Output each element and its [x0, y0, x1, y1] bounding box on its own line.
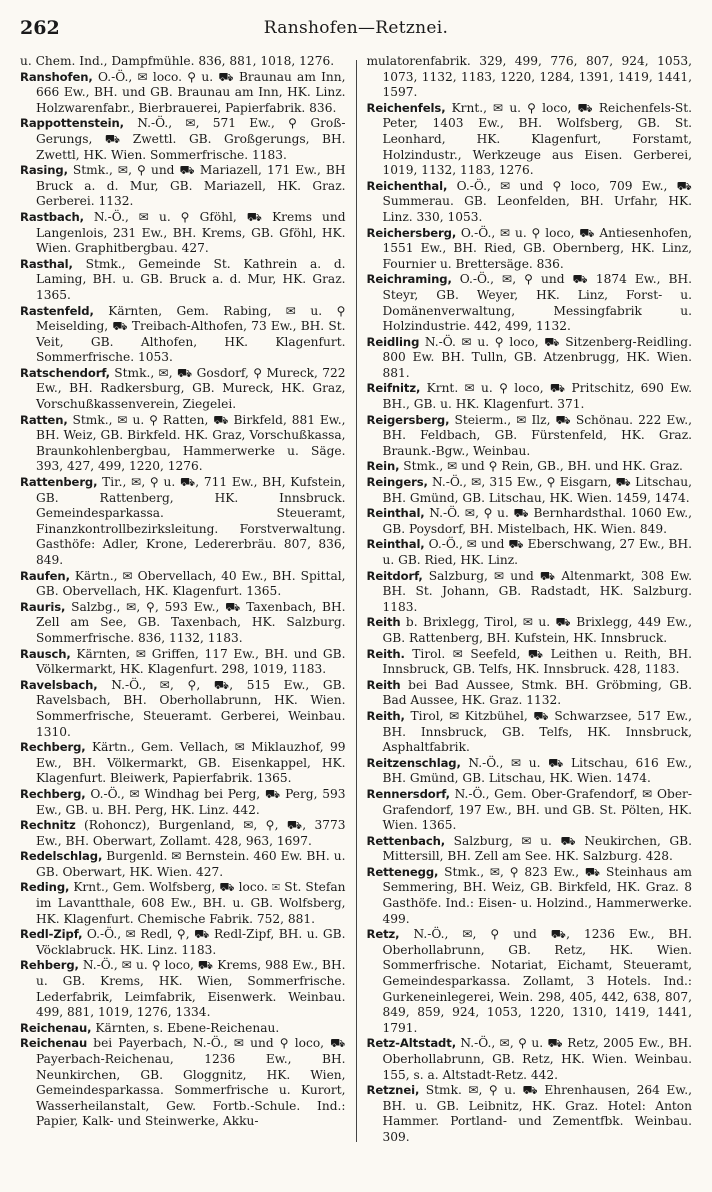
- entry-text: Tirol, ✉ Kitzbühel, ⛟ Schwarzsee, 517 Ew., BH. Innsbruck, GB. Telfs, HK. Innsbruck, Asphaltfabrik.: [382, 708, 692, 755]
- gazetteer-entry: [367, 475, 693, 506]
- entry-headword: Rausch,: [20, 646, 71, 661]
- gazetteer-entry: [20, 880, 346, 927]
- entry-headword: Reith: [366, 615, 401, 630]
- entry-headword: Reingers,: [366, 475, 428, 490]
- entry-text: Burgenld. ✉ Bernstein. 460 Ew. BH. u. GB. Oberwart, HK. Wien. 427.: [36, 849, 346, 879]
- entry-headword: Retznei,: [366, 1083, 420, 1098]
- entry-headword: Reitzenschlag,: [366, 755, 461, 770]
- gazetteer-entry: [367, 927, 693, 1036]
- entry-headword: Ravelsbach,: [20, 677, 98, 692]
- two-column-body: [20, 54, 692, 1182]
- entry-text: N.-Ö., ✉, ⚲ und ⛟, 1236 Ew., BH. Oberhollabrunn, GB. Retz, HK. Wien. Sommerfrische. Notariat, Eichamt, Steueramt, Gemeindesparkassa. Zollamt, 3 Hotels. Ind.: Gurkeneinlegerei, Wein. 298, 405, 442, 638, 807, 849, 859, 924, 1053, 1220, 1310, 1419, 1441, 1791.: [382, 927, 692, 1035]
- entry-headword: Rechberg,: [20, 786, 86, 801]
- entry-text: Krnt., Gem. Wolfsberg, ⛟ loco. ✉ St. Stefan im Lavantthale, 608 Ew., BH. u. GB. Wolfsberg, HK. Klagenfurt. Chemische Fabrik. 752, 881.: [36, 880, 346, 926]
- entry-text: N.-Ö., Gem. Ober-Grafendorf, ✉ Ober-Grafendorf, 197 Ew., BH. und GB. St. Pölten, HK. Wien. 1365.: [382, 786, 692, 833]
- entry-text: Salzburg, ✉ u. ⛟ Neukirchen, GB. Mittersill, BH. Zell am See. HK. Salzburg. 428.: [382, 833, 692, 864]
- entry-headword: Reith.: [366, 646, 405, 661]
- gazetteer-entry: [20, 818, 346, 849]
- gazetteer-entry: [367, 272, 693, 334]
- entry-text: N.-Ö., ✉ u. ⛟ Litschau, 616 Ew., BH. Gmünd, GB. Litschau, HK. Wien. 1474.: [382, 755, 692, 786]
- gazetteer-entry: [367, 678, 693, 709]
- gazetteer-entry: [367, 865, 693, 927]
- gazetteer-entry: [367, 834, 693, 865]
- entry-text: mulatorenfabrik. 329, 499, 776, 807, 924, 1053, 1073, 1132, 1183, 1220, 1284, 1391, 1419, 1441, 1597.: [366, 54, 692, 100]
- gazetteer-entry: [20, 257, 346, 304]
- entry-headword: Reichenfels,: [366, 100, 446, 115]
- gazetteer-entry: [367, 335, 693, 382]
- entry-text: Kärnten, ✉ Griffen, 117 Ew., BH. und GB. Völkermarkt, HK. Klagenfurt. 298, 1019, 1183.: [36, 646, 346, 677]
- gazetteer-entry: [20, 787, 346, 818]
- page-header: [20, 12, 692, 44]
- gazetteer-entry: [367, 647, 693, 678]
- entry-headword: Ranshofen,: [20, 69, 93, 84]
- entry-text: Stmk., Gemeinde St. Kathrein a. d. Laming, BH. u. GB. Bruck a. d. Mur, HK. Graz. 1365.: [36, 256, 346, 302]
- entry-text: Stmk., ✉ und ⚲ Rein, GB., BH. und HK. Graz.: [399, 459, 683, 474]
- entry-text: O.-Ö., ✉ und ⛟ Eberschwang, 27 Ew., BH. u. GB. Ried, HK. Linz.: [382, 537, 692, 567]
- entry-text: N.-Ö., ✉, ⚲ u. ⛟ Retz, 2005 Ew., BH. Oberhollabrunn, GB. Retz, HK. Wien. Weinbau. 155, s. a. Altstadt-Retz. 442.: [382, 1036, 692, 1082]
- entry-headword: Rechnitz: [20, 818, 76, 833]
- entry-text: Kärtn., Gem. Vellach, ✉ Miklauzhof, 99 Ew., BH. Völkermarkt, GB. Eisenkappel, HK. Klagenfurt. Bleiwerk, Papierfabrik. 1365.: [36, 740, 346, 786]
- gazetteer-entry: [20, 927, 346, 958]
- gazetteer-entry: [367, 709, 693, 756]
- gazetteer-entry: [367, 756, 693, 787]
- entry-text: Kärnten, s. Ebene-Reichenau.: [91, 1020, 280, 1035]
- entry-headword: Reichenau: [20, 1036, 88, 1051]
- gazetteer-entry: [20, 163, 346, 210]
- gazetteer-entry: [367, 787, 693, 834]
- entry-text: O.-Ö., ✉, ⚲ und ⛟ 1874 Ew., BH. Steyr, GB. Weyer, HK. Linz, Forst- u. Domänenverwaltung, Messingfabrik u. Holzindustrie. 442, 499, 1132.: [382, 272, 692, 334]
- gazetteer-entry: [367, 459, 693, 475]
- entry-headword: Ratten,: [20, 412, 68, 427]
- gazetteer-entry: [367, 226, 693, 273]
- gazetteer-entry: [367, 101, 693, 179]
- entry-headword: Rettenbach,: [366, 833, 446, 848]
- gazetteer-entry: [367, 1036, 693, 1083]
- gazetteer-entry: [367, 1083, 693, 1145]
- entry-text: Stmk., ✉, ⚲ und ⛟ Mariazell, 171 Ew., BH Bruck a. d. Mur, GB. Mariazell, HK. Graz. Gerberei. 1132.: [36, 163, 346, 209]
- gazetteer-entry: [367, 506, 693, 537]
- entry-headword: Reinthal,: [366, 537, 425, 552]
- entry-text: u. Chem. Ind., Dampfmühle. 836, 881, 1018, 1276.: [20, 54, 335, 68]
- gazetteer-entry: [20, 1021, 346, 1037]
- entry-headword: Retz-Altstadt,: [366, 1036, 456, 1051]
- entry-text: O.-Ö., ✉ loco. ⚲ u. ⛟ Braunau am Inn, 666 Ew., BH. und GB. Braunau am Inn, HK. Linz. Holzwarenfabr., Bierbrauerei, Papierfabrik. 836.: [36, 69, 346, 115]
- entry-text: N.-Ö., ✉, 571 Ew., ⚲ Groß-Gerungs, ⛟ Zwettl. GB. Großgerungs, BH. Zwettl, HK. Wien. Sommerfrische. 1183.: [36, 116, 346, 162]
- gazetteer-entry: [367, 569, 693, 616]
- entry-headword: Reichersberg,: [366, 225, 457, 240]
- gazetteer-entry: [20, 366, 346, 413]
- entry-text: Krnt. ✉ u. ⚲ loco, ⛟ Pritschitz, 690 Ew. BH., GB. u. HK. Klagenfurt. 371.: [382, 381, 692, 412]
- entry-headword: Rein,: [366, 459, 400, 474]
- entry-text: O.-Ö., ✉ u. ⚲ loco, ⛟ Antiesenhofen, 1551 Ew., BH. Ried, GB. Obernberg, HK. Linz, Fournier u. Brettersäge. 836.: [382, 225, 692, 271]
- entry-headword: Rastenfeld,: [20, 303, 94, 318]
- entry-text: N.-Ö. ✉, ⚲ u. ⛟ Bernhardsthal. 1060 Ew., GB. Poysdorf, BH. Mistelbach, HK. Wien. 849.: [382, 506, 692, 536]
- gazetteer-entry: [20, 958, 346, 1020]
- entry-headword: Reith: [366, 677, 401, 692]
- entry-headword: Reitdorf,: [366, 568, 423, 583]
- entry-text: Salzbg., ✉, ⚲, 593 Ew., ⛟ Taxenbach, BH. Zell am See, GB. Taxenbach, HK. Salzburg. Sommerfrische. 836, 1132, 1183.: [36, 599, 346, 645]
- gazetteer-entry: [20, 600, 346, 647]
- entry-text: Steierm., ✉ Ilz, ⛟ Schönau. 222 Ew., BH. Feldbach, GB. Fürstenfeld, HK. Graz. Braunk.-Bgw., Weinbau.: [382, 412, 692, 458]
- gazetteer-entry: [20, 413, 346, 475]
- entry-headword: Rasing,: [20, 163, 68, 178]
- entry-text: b. Brixlegg, Tirol, ✉ u. ⛟ Brixlegg, 449 Ew., GB. Rattenberg, BH. Kufstein, HK. Innsbruck.: [382, 615, 692, 645]
- entry-headword: Reding,: [20, 880, 70, 895]
- entry-headword: Rehberg,: [20, 958, 79, 973]
- entry-text: bei Payerbach, N.-Ö., ✉ und ⚲ loco, ⛟ Payerbach-Reichenau, 1236 Ew., BH. Neunkirchen, GB. Gloggnitz, HK. Wien, Gemeindesparkassa. Sommerfrische u. Kurort, Wasserheilanstalt, Gew. Fortb.-Schule. Ind.: Papier, Kalk- und Steinwerke, Akku-: [36, 1036, 346, 1129]
- gazetteer-entry: [367, 537, 693, 568]
- gazetteer-entry: [367, 615, 693, 646]
- page-number: 262: [20, 17, 60, 39]
- entry-headword: Rennersdorf,: [366, 786, 450, 801]
- running-title: Ranshofen—Retznei.: [263, 18, 449, 38]
- gazetteer-entry: [20, 210, 346, 257]
- entry-headword: Raufen,: [20, 568, 70, 583]
- gazetteer-entry: [20, 116, 346, 163]
- entry-headword: Ratschendorf,: [20, 365, 110, 380]
- gazetteer-entry: [20, 304, 346, 366]
- entry-headword: Rauris,: [20, 599, 66, 614]
- right-column: [357, 54, 693, 1182]
- entry-headword: Rettenegg,: [366, 864, 439, 879]
- entry-headword: Retz,: [366, 927, 400, 942]
- gazetteer-entry: [20, 740, 346, 787]
- entry-text: N.-Ö. ✉ u. ⚲ loco, ⛟ Sitzenberg-Reidling. 800 Ew. BH. Tulln, GB. Atzenbrugg, HK. Wien. 881.: [382, 334, 692, 380]
- left-column: [20, 54, 356, 1182]
- entry-text: N.-Ö., ✉ u. ⚲ loco, ⛟ Krems, 988 Ew., BH. u. GB. Krems, HK. Wien, Sommerfrische. Lederfabrik, Leimfabrik, Eisenwerk. Weinbau. 499, 881, 1019, 1276, 1334.: [36, 958, 346, 1020]
- entry-text: Stmk., ✉, ⛟ Gosdorf, ⚲ Mureck, 722 Ew., BH. Radkersburg, GB. Mureck, HK. Graz, Vorschußkassenverein, Ziegelei.: [36, 365, 346, 412]
- gazetteer-entry: [20, 647, 346, 678]
- gazetteer-entry: [20, 849, 346, 880]
- entry-headword: Rasthal,: [20, 256, 73, 271]
- entry-text: Stmk., ✉, ⚲ 823 Ew., ⛟ Steinhaus am Semmering, BH. Weiz, GB. Birkfeld, HK. Graz. 8 Gasthöfe. Ind.: Eisen- u. Holzind., Hammerwerke. 499.: [382, 864, 692, 926]
- entry-headword: Reichraming,: [366, 272, 452, 287]
- entry-headword: Rattenberg,: [20, 475, 98, 490]
- entry-text: (Rohoncz), Burgenland, ✉, ⚲, ⛟, 3773 Ew., BH. Oberwart, Zollamt. 428, 963, 1697.: [36, 818, 346, 848]
- gazetteer-entry: [367, 179, 693, 226]
- entry-text: Kärtn., ✉ Obervellach, 40 Ew., BH. Spittal, GB. Obervellach, HK. Klagenfurt. 1365.: [36, 568, 346, 599]
- gazetteer-entry: [20, 54, 346, 70]
- entry-headword: Rappottenstein,: [20, 116, 124, 131]
- entry-text: O.-Ö., ✉ Windhag bei Perg, ⛟ Perg, 593 Ew., GB. u. BH. Perg, HK. Linz. 442.: [36, 786, 346, 817]
- entry-headword: Redl-Zipf,: [20, 927, 83, 942]
- entry-headword: Reinthal,: [366, 506, 425, 521]
- entry-text: N.-Ö., ✉, 315 Ew., ⚲ Eisgarn, ⛟ Litschau, BH. Gmünd, GB. Litschau, HK. Wien. 1459, 1474.: [382, 475, 692, 505]
- gazetteer-entry: [20, 1036, 346, 1130]
- entry-headword: Redelschlag,: [20, 849, 103, 864]
- entry-text: Tirol. ✉ Seefeld, ⛟ Leithen u. Reith, BH. Innsbruck, GB. Telfs, HK. Innsbruck. 428, 1183.: [382, 646, 692, 677]
- gazetteer-entry: [367, 54, 693, 101]
- entry-text: Tir., ✉, ⚲ u. ⛟, 711 Ew., BH, Kufstein, GB. Rattenberg, HK. Innsbruck. Gemeindesparkassa. Steueramt, Finanzkontrollbezirksleitung. Forstverwaltung. Gasthöfe: Adler, Krone, Ledererbräu. 807, 836, 849.: [36, 475, 346, 567]
- entry-text: Stmk. ✉, ⚲ u. ⛟ Ehrenhausen, 264 Ew., BH. u. GB. Leibnitz, HK. Graz. Hotel: Anton Hammer. Portland- und Zementfbk. Weinbau. 309.: [382, 1083, 692, 1144]
- entry-headword: Reichenau,: [20, 1020, 92, 1035]
- entry-text: bei Bad Aussee, Stmk. BH. Gröbming, GB. Bad Aussee, HK. Graz. 1132.: [382, 677, 692, 708]
- entry-text: Kärnten, Gem. Rabing, ✉ u. ⚲ Meiselding, ⛟ Treibach-Althofen, 73 Ew., BH. St. Veit, GB. Althofen, HK. Klagenfurt. Sommerfrische. 1053.: [36, 303, 346, 365]
- entry-headword: Reith,: [366, 708, 405, 723]
- entry-headword: Rechberg,: [20, 740, 86, 755]
- entry-text: Krnt., ✉ u. ⚲ loco, ⛟ Reichenfels-St. Peter, 1403 Ew., BH. Wolfsberg, GB. St. Leonhard, HK. Klagenfurt, Forstamt, Holzindustr., Werkzeuge aus Eisen. Gerberei, 1019, 1132, 1183, 1276.: [382, 100, 692, 178]
- entry-text: Stmk., ✉ u. ⚲ Ratten, ⛟ Birkfeld, 881 Ew., BH. Weiz, GB. Birkfeld. HK. Graz, Vorschußkassa, Braunkohlenbergbau, Hammerwerke u. Säge. 393, 427, 499, 1220, 1276.: [36, 412, 346, 474]
- gazetteer-entry: [367, 413, 693, 460]
- entry-headword: Reichenthal,: [366, 178, 448, 193]
- entry-text: N.-Ö., ✉ u. ⚲ Gföhl, ⛟ Krems und Langenlois, 231 Ew., BH. Krems, GB. Gföhl, HK. Wien. Graphitbergbau. 427.: [36, 209, 346, 256]
- entry-text: O.-Ö., ✉ und ⚲ loco, 709 Ew., ⛟ Summerau. GB. Leonfelden, BH. Urfahr, HK. Linz. 330, 1053.: [382, 178, 692, 224]
- gazetteer-entry: [20, 569, 346, 600]
- gazetteer-entry: [20, 475, 346, 569]
- entry-headword: Reifnitz,: [366, 381, 421, 396]
- gazetteer-entry: [20, 678, 346, 740]
- entry-headword: Rastbach,: [20, 209, 84, 224]
- entry-text: N.-Ö., ✉, ⚲, ⛟, 515 Ew., GB. Ravelsbach, BH. Oberhollabrunn, HK. Wien. Sommerfrische, Steueramt. Gerberei, Weinbau. 1310.: [36, 677, 346, 739]
- entry-headword: Reigersberg,: [366, 412, 450, 427]
- gazetteer-entry: [367, 381, 693, 412]
- entry-headword: Reidling: [366, 334, 420, 349]
- entry-text: Salzburg, ✉ und ⛟ Altenmarkt, 308 Ew. BH. St. Johann, GB. Radstadt, HK. Salzburg. 1183.: [382, 568, 692, 614]
- gazetteer-entry: [20, 70, 346, 117]
- entry-text: O.-Ö., ✉ Redl, ⚲, ⛟ Redl-Zipf, BH. u. GB. Vöcklabruck. HK. Linz. 1183.: [36, 927, 346, 957]
